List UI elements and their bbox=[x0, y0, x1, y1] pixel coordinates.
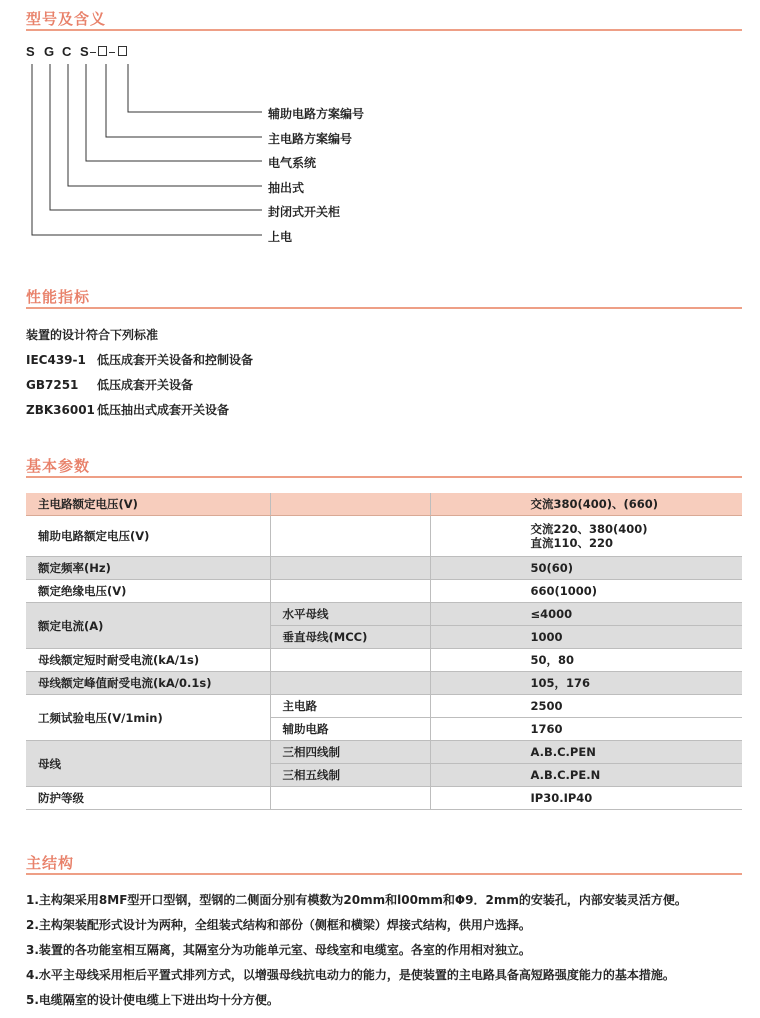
legend-withdrawable: 抽出式 bbox=[268, 181, 305, 195]
params-table bbox=[26, 493, 742, 810]
standard-name: 低压抽出式成套开关设备 bbox=[97, 403, 230, 417]
table-row bbox=[26, 493, 742, 516]
param-name: 母线额定峰值耐受电流(kA/0.1s) bbox=[26, 672, 270, 695]
param-sub bbox=[270, 580, 430, 603]
standard-code: GB7251 bbox=[26, 378, 79, 392]
standard-item bbox=[26, 351, 253, 368]
param-value: A.B.C.PEN bbox=[430, 741, 742, 764]
param-value bbox=[430, 516, 742, 557]
param-value: IP30.IP40 bbox=[430, 787, 742, 810]
table-row bbox=[26, 580, 742, 603]
param-value: 交流380(400)、(660) bbox=[430, 493, 742, 516]
section-rule bbox=[26, 873, 742, 875]
legend-aux-circuit: 辅助电路方案编号 bbox=[268, 107, 365, 121]
param-name: 母线额定短时耐受电流(kA/1s) bbox=[26, 649, 270, 672]
code-letter-g: G bbox=[44, 44, 55, 59]
structure-item: 2.主构架装配形式设计为两种，全组装式结构和部份（侧框和横梁）焊接式结构，供用户选择。 bbox=[26, 918, 531, 932]
table-row bbox=[26, 603, 742, 626]
model-tree-lines bbox=[0, 0, 760, 260]
param-value: 660(1000) bbox=[430, 580, 742, 603]
param-name: 主电路额定电压(V) bbox=[26, 493, 270, 516]
structure-item: 1.主构架采用8MF型开口型钢，型钢的二侧面分别有模数为20mm和l00mm和Φ9．2mm的安装孔，内部安装灵活方便。 bbox=[26, 893, 687, 907]
legend-enclosed-switchgear: 封闭式开关柜 bbox=[268, 205, 341, 219]
table-row bbox=[26, 672, 742, 695]
param-value: 1000 bbox=[430, 626, 742, 649]
param-value: 2500 bbox=[430, 695, 742, 718]
section-title-structure: 主结构 bbox=[26, 854, 75, 872]
standard-name: 低压成套开关设备和控制设备 bbox=[97, 353, 254, 367]
param-name: 母线 bbox=[26, 741, 270, 787]
param-value: 1760 bbox=[430, 718, 742, 741]
legend-main-circuit: 主电路方案编号 bbox=[268, 132, 353, 146]
param-sub bbox=[270, 493, 430, 516]
standard-item bbox=[26, 376, 193, 393]
section-title-params: 基本参数 bbox=[26, 457, 91, 475]
structure-item: 5.电缆隔室的设计使电缆上下进出均十分方便。 bbox=[26, 993, 279, 1007]
param-sub bbox=[270, 672, 430, 695]
param-sub: 辅助电路 bbox=[270, 718, 430, 741]
table-row bbox=[26, 787, 742, 810]
standard-code: IEC439-1 bbox=[26, 353, 86, 367]
param-sub bbox=[270, 557, 430, 580]
code-letter-s2: S bbox=[80, 44, 89, 59]
param-sub: 水平母线 bbox=[270, 603, 430, 626]
param-sub: 主电路 bbox=[270, 695, 430, 718]
table-row bbox=[26, 695, 742, 718]
param-name: 额定绝缘电压(V) bbox=[26, 580, 270, 603]
param-value: 105，176 bbox=[430, 672, 742, 695]
param-sub bbox=[270, 649, 430, 672]
section-rule bbox=[26, 307, 742, 309]
standard-name: 低压成套开关设备 bbox=[97, 378, 194, 392]
param-sub bbox=[270, 787, 430, 810]
param-name: 辅助电路额定电压(V) bbox=[26, 516, 270, 557]
param-sub: 垂直母线(MCC) bbox=[270, 626, 430, 649]
section-title-model: 型号及含义 bbox=[26, 10, 107, 28]
param-name: 额定频率(Hz) bbox=[26, 557, 270, 580]
standard-item bbox=[26, 401, 229, 418]
table-row bbox=[26, 649, 742, 672]
code-letter-c: C bbox=[62, 44, 72, 59]
param-name: 工频试验电压(V/1min) bbox=[26, 695, 270, 741]
code-letter-s: S bbox=[26, 44, 35, 59]
param-value-dc: 直流110、220 bbox=[530, 536, 614, 550]
param-name: 额定电流(A) bbox=[26, 603, 270, 649]
standard-code: ZBK36001 bbox=[26, 403, 95, 417]
param-value: A.B.C.PE.N bbox=[430, 764, 742, 787]
structure-item: 3.装置的各功能室相互隔离，其隔室分为功能单元室、母线室和电缆室。各室的作用相对独立。 bbox=[26, 943, 531, 957]
param-value-ac: 交流220、380(400) bbox=[530, 522, 648, 536]
structure-item: 4.水平主母线采用柜后平置式排列方式，以增强母线抗电动力的能力，是使装置的主电路具备高短路强度能力的基本措施。 bbox=[26, 968, 675, 982]
param-value: 50(60) bbox=[430, 557, 742, 580]
legend-electrical-system: 电气系统 bbox=[268, 156, 317, 170]
standards-intro: 装置的设计符合下列标准 bbox=[26, 328, 159, 342]
param-name: 防护等级 bbox=[26, 787, 270, 810]
table-row bbox=[26, 516, 742, 557]
legend-power: 上电 bbox=[268, 230, 293, 244]
param-value: ≤4000 bbox=[430, 603, 742, 626]
param-sub bbox=[270, 516, 430, 557]
table-row bbox=[26, 741, 742, 764]
param-value: 50，80 bbox=[430, 649, 742, 672]
section-title-performance: 性能指标 bbox=[26, 288, 91, 306]
section-rule bbox=[26, 476, 742, 478]
param-sub: 三相四线制 bbox=[270, 741, 430, 764]
param-sub: 三相五线制 bbox=[270, 764, 430, 787]
table-row bbox=[26, 557, 742, 580]
